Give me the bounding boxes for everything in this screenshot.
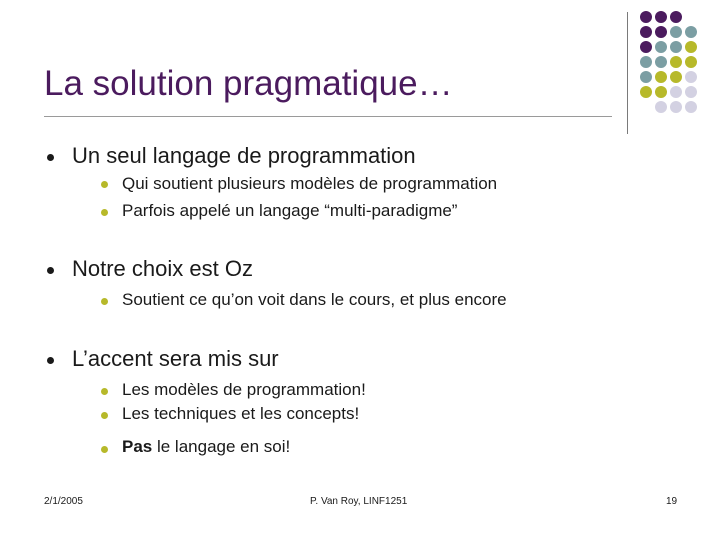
bullet-marker [101,209,108,216]
decorative-dot [670,86,682,98]
bullet-l2-b1: Soutient ce qu’on voit dans le cours, et plus encore [122,290,507,309]
bullet-l2-a1: Qui soutient plusieurs modèles de programmation [122,174,498,193]
decorative-dot [670,71,682,83]
bullet-l2-c3-rest: le langage en soi! [152,437,291,456]
decorative-dot [685,26,697,38]
footer-date: 2/1/2005 [44,496,83,507]
bullet-l2-c2: Les techniques et les concepts! [122,404,360,423]
slide-title: La solution pragmatique… [44,64,453,103]
bullet-marker [101,298,108,305]
bullet-l2-c1: Les modèles de programmation! [122,380,366,399]
decorative-dot [640,41,652,53]
bullet-l1-a: Un seul langage de programmation [72,143,416,168]
bullet-marker [101,412,108,419]
decorative-dot [685,56,697,68]
bullet-marker [101,388,108,395]
bullet-marker [47,267,54,274]
footer-page-number: 19 [666,496,678,507]
decorative-dot [670,41,682,53]
decorative-dot [640,71,652,83]
decorative-dot [655,86,667,98]
bullet-l2-c3 [122,437,290,457]
divider-vertical [627,12,628,134]
decorative-dot [640,56,652,68]
decorative-dot [655,71,667,83]
decorative-dot [685,86,697,98]
decorative-dot [640,86,652,98]
decorative-dot [670,26,682,38]
decorative-dot [670,11,682,23]
decorative-dot [685,41,697,53]
decorative-dot [670,101,682,113]
footer-author: P. Van Roy, LINF1251 [310,496,408,507]
bullet-l2-a2: Parfois appelé un langage “multi-paradigme” [122,201,458,220]
decorative-dot [655,26,667,38]
decorative-dot [640,11,652,23]
decorative-dot [655,101,667,113]
decorative-dot [640,26,652,38]
title-underline [44,116,612,117]
bullet-marker [47,154,54,161]
decorative-dot [655,41,667,53]
decorative-dot [685,71,697,83]
bullet-marker [101,446,108,453]
decorative-dot [655,11,667,23]
emphasis-pas: Pas [122,437,153,456]
bullet-l1-c: L’accent sera mis sur [72,346,279,371]
bullet-l1-b: Notre choix est Oz [72,256,253,281]
decorative-dot [670,56,682,68]
bullet-marker [101,181,108,188]
bullet-marker [47,357,54,364]
decorative-dot [655,56,667,68]
decorative-dot [685,101,697,113]
